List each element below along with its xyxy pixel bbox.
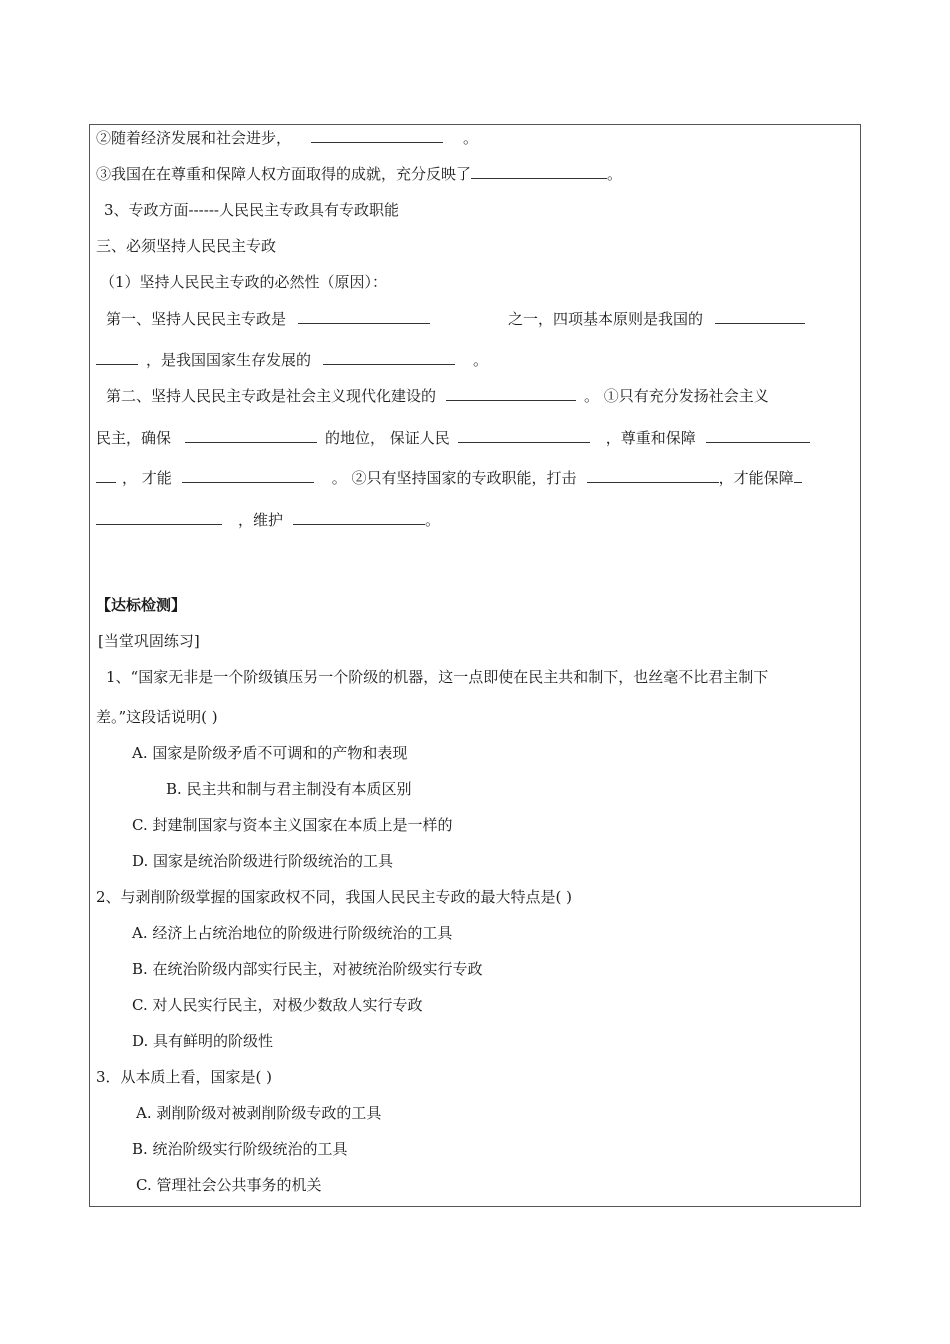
text-line-8: 第二、坚持人民民主专政是社会主义现代化建设的 。 ①只有充分发扬社会主义 bbox=[106, 387, 769, 405]
fill-blank[interactable] bbox=[471, 164, 607, 179]
fill-blank[interactable] bbox=[298, 309, 430, 324]
text-line-11: ，维护 。 bbox=[96, 510, 440, 530]
section-heading: 三、必须坚持人民民主专政 bbox=[96, 237, 277, 255]
fill-blank[interactable] bbox=[96, 350, 138, 365]
question-3-stem: 3．从本质上看，国家是( ) bbox=[96, 1068, 273, 1086]
question-2-stem: 2、与剥削阶级掌握的国家政权不同，我国人民民主专政的最大特点是( ) bbox=[96, 888, 573, 906]
text-line-1: ②随着经济发展和社会进步， 。 bbox=[96, 129, 479, 147]
fill-blank[interactable] bbox=[794, 468, 802, 483]
question-3-option-a[interactable]: A. 剥削阶级对被剥削阶级专政的工具 bbox=[136, 1104, 382, 1122]
question-2-option-b[interactable]: B. 在统治阶级内部实行民主，对被统治阶级实行专政 bbox=[132, 960, 483, 978]
fill-blank[interactable] bbox=[458, 428, 590, 443]
fill-blank[interactable] bbox=[182, 468, 314, 483]
question-1-option-a[interactable]: A. 国家是阶级矛盾不可调和的产物和表现 bbox=[132, 744, 408, 762]
text-line-2: ③我国在在尊重和保障人权方面取得的成就，充分反映了 。 bbox=[96, 165, 623, 183]
question-1-option-c[interactable]: C. 封建制国家与资本主义国家在本质上是一样的 bbox=[132, 816, 453, 834]
fill-blank[interactable] bbox=[311, 128, 443, 143]
question-1-stem-cont: 差。”这段话说明( ) bbox=[96, 708, 218, 726]
question-1-option-d[interactable]: D. 国家是统治阶级进行阶级统治的工具 bbox=[132, 852, 394, 870]
text-line-5: （1）坚持人民民主专政的必然性（原因）： bbox=[100, 273, 388, 291]
fill-blank[interactable] bbox=[96, 510, 222, 525]
text-line-3: 3、专政方面------人民民主专政具有专政职能 bbox=[104, 201, 399, 219]
text-line-7: ，是我国国家生存发展的 。 bbox=[96, 350, 488, 370]
fill-blank[interactable] bbox=[706, 428, 810, 443]
text-line-9: 民主，确保 的地位， 保证人民 ，尊重和保障 bbox=[96, 428, 810, 448]
fill-blank[interactable] bbox=[293, 510, 425, 525]
question-2-option-c[interactable]: C. 对人民实行民主，对极少数敌人实行专政 bbox=[132, 996, 423, 1014]
fill-blank[interactable] bbox=[587, 468, 719, 483]
fill-blank[interactable] bbox=[185, 428, 317, 443]
question-3-option-c[interactable]: C. 管理社会公共事务的机关 bbox=[136, 1176, 322, 1194]
question-2-option-d[interactable]: D. 具有鲜明的阶级性 bbox=[132, 1032, 274, 1050]
question-2-option-a[interactable]: A. 经济上占统治地位的阶级进行阶级统治的工具 bbox=[132, 924, 453, 942]
fill-blank[interactable] bbox=[446, 386, 576, 401]
fill-blank[interactable] bbox=[715, 309, 805, 324]
text-line-6: 第一、坚持人民民主专政是 之一，四项基本原则是我国的 bbox=[106, 309, 805, 329]
fill-blank[interactable] bbox=[323, 350, 455, 365]
fill-blank[interactable] bbox=[96, 468, 116, 483]
question-1-option-b[interactable]: B. 民主共和制与君主制没有本质区别 bbox=[166, 780, 412, 798]
question-1-stem: 1、“国家无非是一个阶级镇压另一个阶级的机器，这一点即使在民主共和制下，也丝毫不比君主制下 bbox=[106, 668, 769, 686]
text-line-10: ， 才能 。 ②只有坚持国家的专政职能，打击 ，才能保障 bbox=[96, 468, 802, 488]
test-heading: 【达标检测】 bbox=[96, 596, 187, 614]
question-3-option-b[interactable]: B. 统治阶级实行阶级统治的工具 bbox=[132, 1140, 348, 1158]
test-subheading: [当堂巩固练习] bbox=[98, 632, 200, 650]
